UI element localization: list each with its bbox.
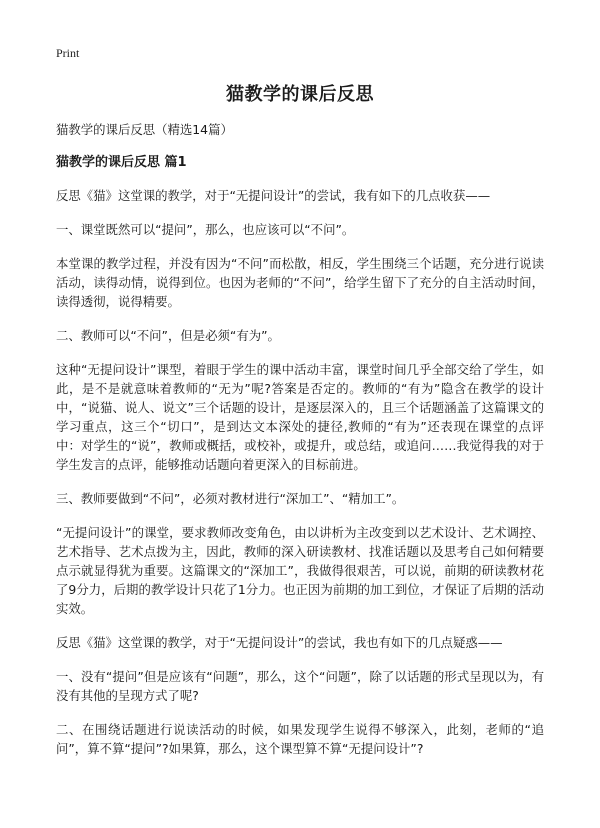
paragraph: 二、在围绕话题进行说读活动的时候，如果发现学生说得不够深入，此刻，老师的“追问”，算不算“提问”?如果算，那么，这个课型算不算“无提问设计”? [56,722,544,756]
paragraph: 二、教师可以“不问”，但是必须“有为”。 [56,328,280,343]
paragraph: 本堂课的教学过程，并没有因为“不问”而松散，相反，学生围绕三个话题，充分进行说读活动，读得动情，说得到位。也因为老师的“不问”，给学生留下了充分的自主活动时间，读得透彻，说得精要。 [56,256,544,309]
paragraph: 一、课堂既然可以“提问”，那么，也应该可以“不问”。 [56,222,355,237]
document-subtitle: 猫教学的课后反思（精选14篇） [56,122,233,137]
paragraph: 这种“无提问设计”课型，着眼于学生的课中活动丰富，课堂时间几乎全部交给了学生，如此，是不是就意味着教师的“无为”呢?答案是否定的。教师的“有为”隐含在教学的设计中，“说猫、说人、说文”三个话题的设计，是逐层深入的，且三个话题涵盖了这篇课文的学习重点，这三个“切口”，是到达文本深处的捷径,教师的“有为”还表现在课堂的点评中：对学生的“说”，教师或概括，或校补，或提升，或总结，或追问……我觉得我的对于学生发言的点评，能够推动话题向着更深入的目标前进。 [56,362,544,472]
print-link[interactable]: Print [56,46,80,60]
document-title: 猫教学的课后反思 [226,84,374,105]
paragraph: 三、教师要做到“不问”，必须对教材进行“深加工”、“精加工”。 [56,491,405,506]
paragraph: 反思《猫》这堂课的教学，对于“无提问设计”的尝试，我也有如下的几点疑惑—— [56,635,503,650]
document-body [56,120,544,773]
paragraph: “无提问设计”的课堂，要求教师改变角色，由以讲析为主改变到以艺术设计、艺术调控、艺术指导、艺术点拨为主，因此，教师的深入研读教材、找准话题以及思考自己如何精要点示就显得犹为重要。这篇课文的“深加工”，我做得很艰苦，可以说，前期的研读教材花了9分力，后期的教学设计只花了1分力。也正因为前期的加工到位，才保证了后期的活动实效。 [56,525,544,616]
paragraph: 一、没有“提问”但是应该有“问题”，那么，这个“问题”，除了以话题的形式呈现以为，有没有其他的呈现方式了呢? [56,669,544,703]
paragraph: 反思《猫》这堂课的教学，对于“无提问设计”的尝试，我有如下的几点收获—— [56,188,491,203]
section-heading: 猫教学的课后反思 篇1 [56,155,187,170]
